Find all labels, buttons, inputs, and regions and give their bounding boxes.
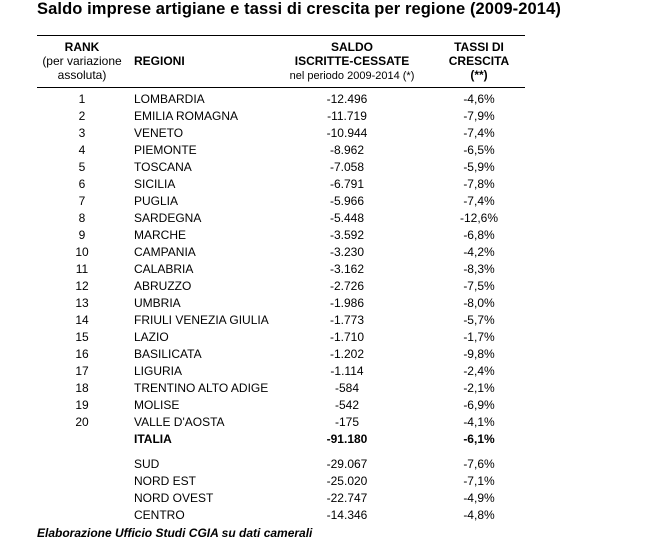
saldo-cell: -1.710 xyxy=(329,330,365,344)
region-cell: SICILIA xyxy=(134,177,176,191)
header-regioni xyxy=(134,54,185,68)
saldo-cell: -584 xyxy=(334,381,360,395)
table-row xyxy=(37,397,525,414)
rank-cell: 7 xyxy=(78,194,86,208)
table-row xyxy=(37,346,525,363)
table-row xyxy=(37,125,525,142)
tasso-cell: -7,6% xyxy=(463,457,495,471)
table-row xyxy=(37,261,525,278)
region-cell: SARDEGNA xyxy=(134,211,202,225)
header-saldo-line1: SALDO xyxy=(331,40,373,54)
region-cell: MARCHE xyxy=(134,228,187,242)
region-cell: ITALIA xyxy=(134,432,172,446)
table-row xyxy=(37,363,525,380)
tasso-cell: -5,9% xyxy=(463,160,495,174)
tasso-cell: -6,1% xyxy=(463,432,495,446)
region-cell: VALLE D'AOSTA xyxy=(134,415,225,429)
tasso-cell: -7,9% xyxy=(463,109,495,123)
rank-cell: 8 xyxy=(78,211,86,225)
saldo-cell: -3.162 xyxy=(329,262,365,276)
tasso-cell: -2,4% xyxy=(463,364,495,378)
region-cell: CAMPANIA xyxy=(134,245,196,259)
region-cell: MOLISE xyxy=(134,398,180,412)
table-row xyxy=(37,227,525,244)
region-cell: EMILIA ROMAGNA xyxy=(134,109,239,123)
region-cell: LOMBARDIA xyxy=(134,92,205,106)
saldo-cell: -5.448 xyxy=(329,211,365,225)
source-note: Elaborazione Ufficio Studi CGIA su dati camerali xyxy=(37,526,313,540)
header-rank-line3: assoluta) xyxy=(57,68,107,82)
saldo-cell: -1.202 xyxy=(329,347,365,361)
area-row xyxy=(37,456,525,473)
rank-cell: 12 xyxy=(75,279,89,293)
region-cell: UMBRIA xyxy=(134,296,181,310)
rank-cell: 20 xyxy=(75,415,89,429)
tasso-cell: -7,4% xyxy=(463,194,495,208)
header-rank xyxy=(37,40,127,82)
area-row xyxy=(37,473,525,490)
saldo-cell: -29.067 xyxy=(326,457,368,471)
rank-cell: 15 xyxy=(75,330,89,344)
tasso-cell: -6,9% xyxy=(463,398,495,412)
tasso-cell: -12,6% xyxy=(459,211,499,225)
header-tassi-line1: TASSI DI xyxy=(454,40,504,54)
saldo-cell: -91.180 xyxy=(326,432,368,446)
tasso-cell: -7,1% xyxy=(463,474,495,488)
region-cell: NORD OVEST xyxy=(134,491,214,505)
tasso-cell: -9,8% xyxy=(463,347,495,361)
saldo-cell: -542 xyxy=(334,398,360,412)
region-cell: VENETO xyxy=(134,126,184,140)
tasso-cell: -6,8% xyxy=(463,228,495,242)
rank-cell: 10 xyxy=(75,245,89,259)
table-row xyxy=(37,108,525,125)
header-regioni-label: REGIONI xyxy=(134,54,185,68)
saldo-cell: -2.726 xyxy=(329,279,365,293)
region-cell: BASILICATA xyxy=(134,347,202,361)
saldo-cell: -25.020 xyxy=(326,474,368,488)
rank-cell: 16 xyxy=(75,347,89,361)
saldo-cell: -175 xyxy=(334,415,360,429)
tasso-cell: -4,1% xyxy=(463,415,495,429)
saldo-cell: -8.962 xyxy=(329,143,365,157)
tasso-cell: -7,4% xyxy=(463,126,495,140)
region-cell: FRIULI VENEZIA GIULIA xyxy=(134,313,269,327)
saldo-cell: -7.058 xyxy=(329,160,365,174)
region-cell: CALABRIA xyxy=(134,262,194,276)
region-cell: PIEMONTE xyxy=(134,143,197,157)
header-tassi xyxy=(434,40,524,82)
saldo-cell: -11.719 xyxy=(327,109,367,123)
header-bottom-rule xyxy=(37,87,525,88)
tasso-cell: -4,9% xyxy=(463,491,495,505)
rank-cell: 19 xyxy=(75,398,89,412)
region-cell: TRENTINO ALTO ADIGE xyxy=(134,381,269,395)
page-title: Saldo imprese artigiane e tassi di crescita per regione (2009-2014) xyxy=(37,0,561,18)
saldo-cell: -10.944 xyxy=(326,126,368,140)
tasso-cell: -7,8% xyxy=(463,177,495,191)
saldo-cell: -22.747 xyxy=(326,491,368,505)
saldo-cell: -5.966 xyxy=(329,194,365,208)
rank-cell: 6 xyxy=(78,177,86,191)
rank-cell: 3 xyxy=(78,126,86,140)
saldo-cell: -1.114 xyxy=(330,364,364,378)
rank-cell: 11 xyxy=(75,262,89,276)
saldo-cell: -6.791 xyxy=(329,177,365,191)
saldo-cell: -14.346 xyxy=(326,508,368,522)
table-row xyxy=(37,159,525,176)
region-cell: ABRUZZO xyxy=(134,279,192,293)
region-cell: LAZIO xyxy=(134,330,169,344)
tasso-cell: -4,6% xyxy=(463,92,495,106)
header-saldo-line2: ISCRITTE-CESSATE xyxy=(294,54,410,68)
tasso-cell: -1,7% xyxy=(463,330,495,344)
saldo-cell: -3.592 xyxy=(329,228,365,242)
region-cell: CENTRO xyxy=(134,508,185,522)
region-cell: NORD EST xyxy=(134,474,197,488)
table-row xyxy=(37,278,525,295)
rank-cell: 5 xyxy=(78,160,86,174)
saldo-cell: -1.773 xyxy=(329,313,365,327)
rank-cell: 9 xyxy=(78,228,86,242)
tasso-cell: -5,7% xyxy=(463,313,495,327)
table-row xyxy=(37,329,525,346)
rank-cell: 2 xyxy=(78,109,86,123)
table-row xyxy=(37,193,525,210)
saldo-cell: -3.230 xyxy=(329,245,365,259)
table-row xyxy=(37,312,525,329)
tasso-cell: -6,5% xyxy=(463,143,495,157)
area-row xyxy=(37,490,525,507)
header-rank-line2: (per variazione xyxy=(42,54,122,68)
saldo-cell: -1.986 xyxy=(329,296,365,310)
table-row xyxy=(37,380,525,397)
region-cell: TOSCANA xyxy=(134,160,192,174)
table-row xyxy=(37,91,525,108)
region-cell: LIGURIA xyxy=(134,364,183,378)
saldo-cell: -12.496 xyxy=(326,92,368,106)
rank-cell: 13 xyxy=(75,296,89,310)
rank-cell: 4 xyxy=(78,143,86,157)
table-row xyxy=(37,210,525,227)
rank-cell: 14 xyxy=(75,313,89,327)
rank-cell: 18 xyxy=(75,381,89,395)
area-row xyxy=(37,507,525,524)
table-row xyxy=(37,295,525,312)
header-tassi-line3: (**) xyxy=(470,68,488,82)
table-row xyxy=(37,414,525,431)
header-saldo-line3: nel periodo 2009-2014 (*) xyxy=(289,70,415,82)
tasso-cell: -8,0% xyxy=(463,296,495,310)
table-row xyxy=(37,244,525,261)
header-tassi-line2: CRESCITA xyxy=(448,54,510,68)
table-row xyxy=(37,176,525,193)
header-saldo xyxy=(272,40,432,83)
table-row xyxy=(37,142,525,159)
region-cell: SUD xyxy=(134,457,160,471)
tasso-cell: -8,3% xyxy=(463,262,495,276)
tasso-cell: -4,2% xyxy=(463,245,495,259)
total-row xyxy=(37,431,525,448)
rank-cell: 1 xyxy=(78,92,86,106)
tasso-cell: -7,5% xyxy=(463,279,495,293)
table-top-rule xyxy=(37,35,525,36)
tasso-cell: -2,1% xyxy=(463,381,495,395)
rank-cell: 17 xyxy=(75,364,89,378)
header-rank-line1: RANK xyxy=(64,40,100,54)
region-cell: PUGLIA xyxy=(134,194,179,208)
tasso-cell: -4,8% xyxy=(463,508,495,522)
